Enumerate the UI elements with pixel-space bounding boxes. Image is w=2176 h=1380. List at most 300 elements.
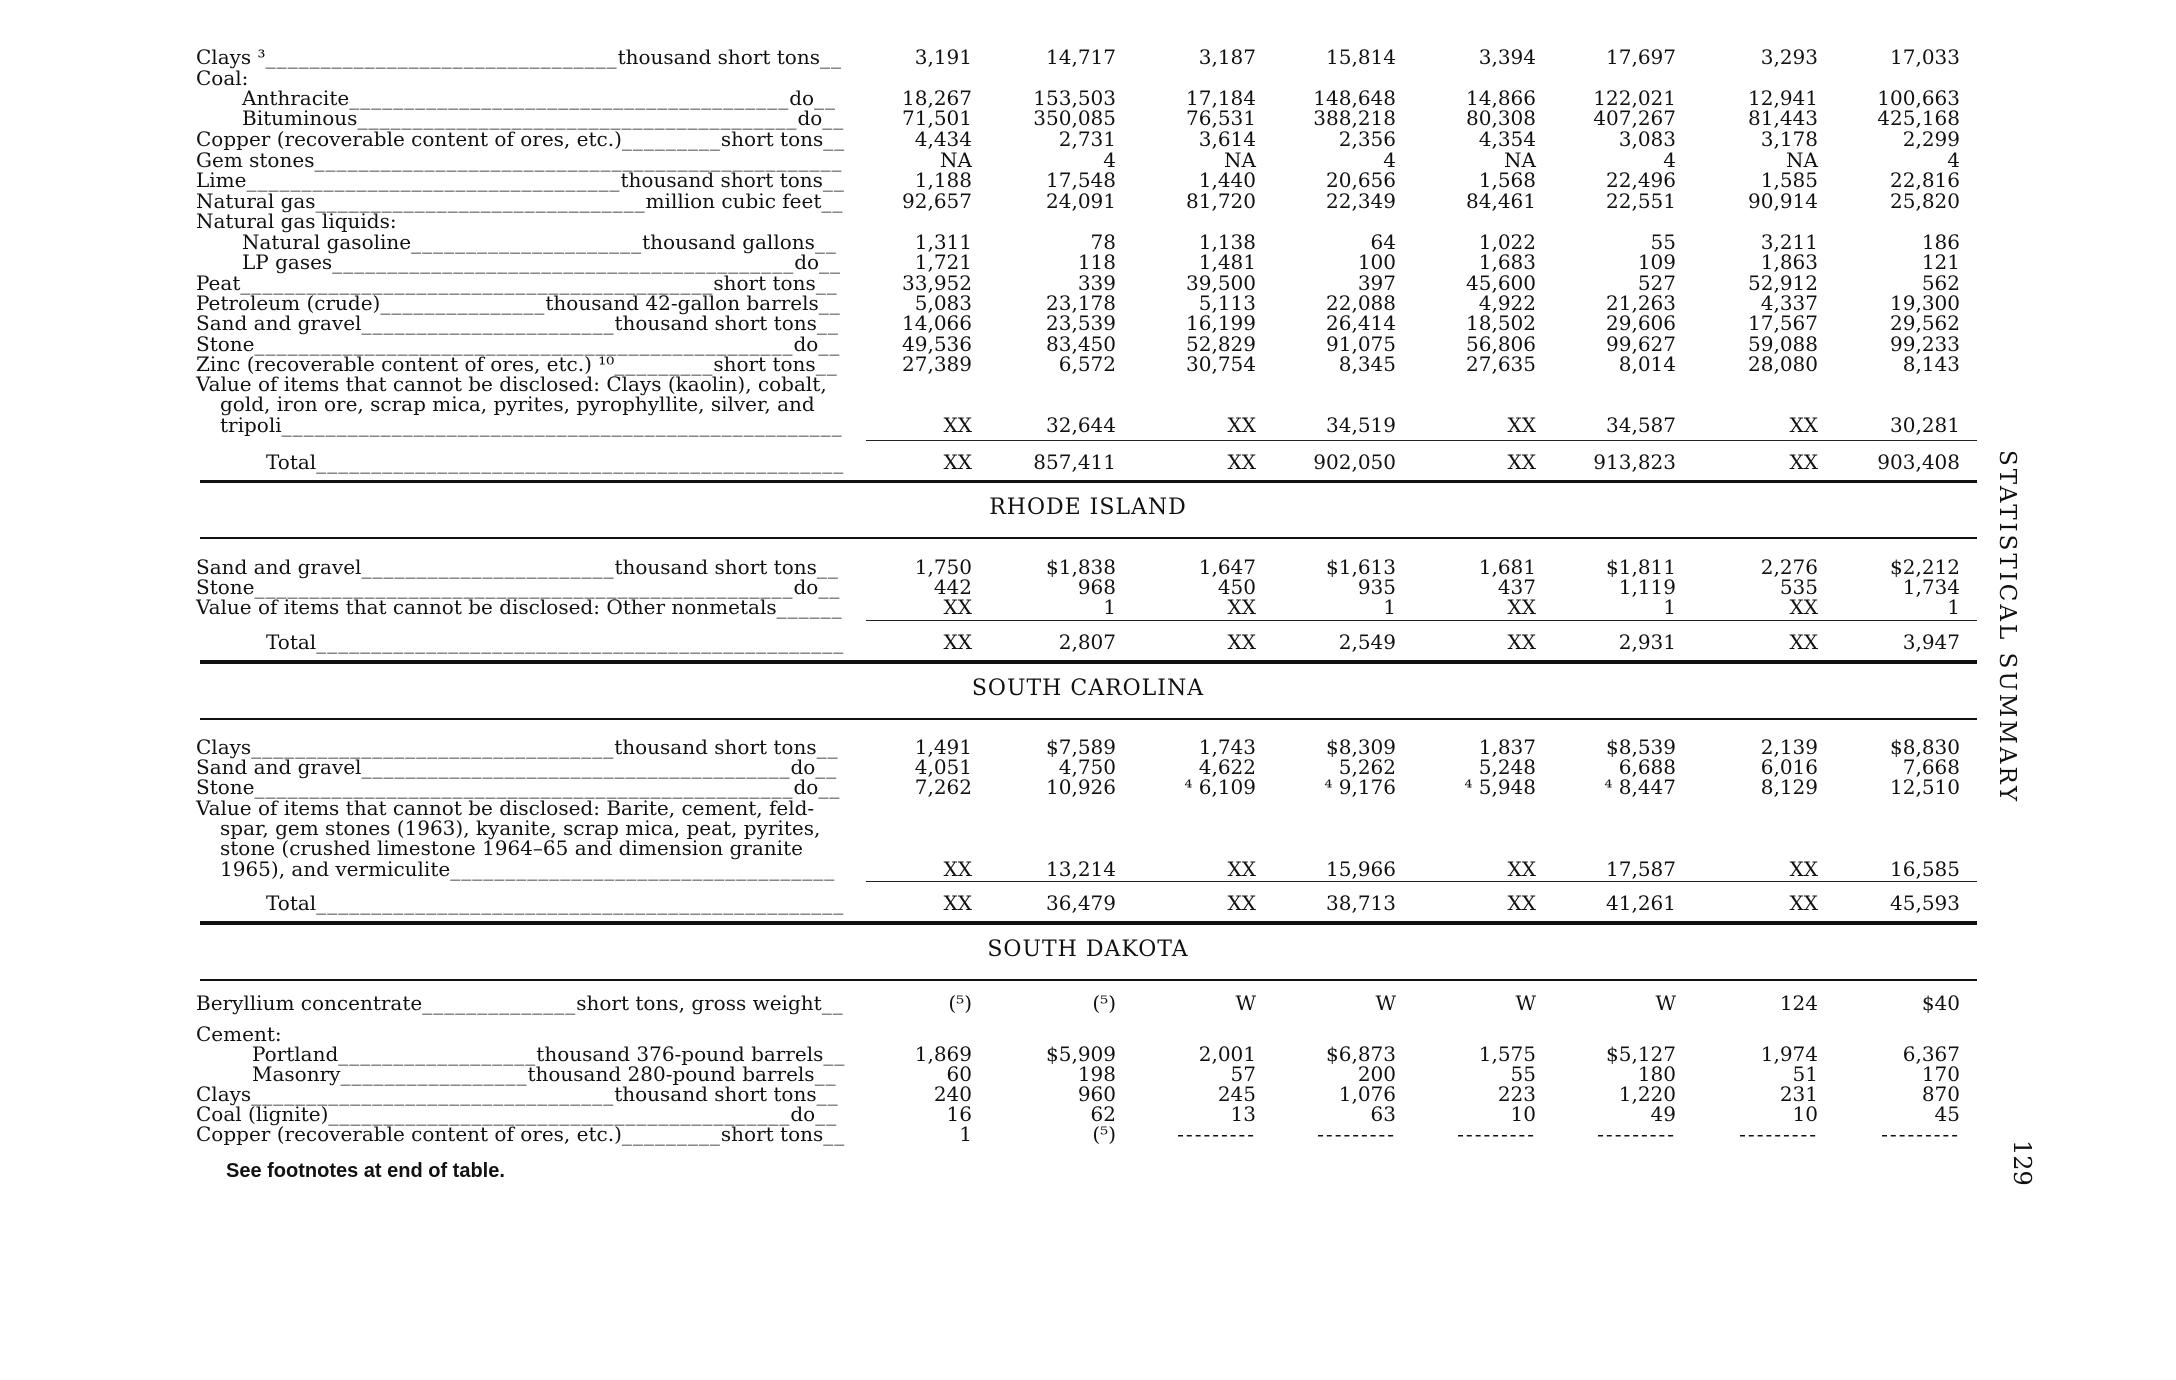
- cell-value: 22,551: [1606, 189, 1676, 213]
- cell-value: 10,926: [1046, 775, 1116, 799]
- leader-dots: _________________________________________________: [254, 575, 794, 599]
- total-label: [266, 452, 844, 473]
- leader-dots: __: [816, 1082, 839, 1106]
- cell-value: $5,127: [1606, 1042, 1676, 1066]
- row-unit: thousand gallons: [642, 230, 815, 254]
- cell-value: 55: [1510, 1062, 1536, 1086]
- total-value: XX: [1789, 891, 1818, 915]
- table-row: [0, 993, 2176, 1014]
- leader-dots: __: [815, 1102, 838, 1126]
- cell-value: 1,138: [1198, 230, 1256, 254]
- table-row: [0, 1124, 2176, 1145]
- cell-value: W: [1235, 991, 1256, 1015]
- cell-value: $8,539: [1606, 735, 1676, 759]
- row-label-text: Value of items that cannot be disclosed: Clays (kaolin), cobalt,: [196, 372, 827, 396]
- cell-value: 6,572: [1058, 352, 1116, 376]
- cell-value: NA: [940, 148, 972, 172]
- leader-dots: ________________________________________________: [316, 450, 845, 474]
- row-label-text: tripoli: [220, 413, 282, 437]
- leader-dots: __________________________________________: [328, 1102, 791, 1126]
- cell-value: 231: [1779, 1082, 1818, 1106]
- row-label-text: Gem stones: [196, 148, 315, 172]
- cell-value: ⁴ 6,109: [1184, 775, 1256, 799]
- row-label-text: Stone: [196, 575, 255, 599]
- table-row: [0, 394, 2176, 415]
- total-value: 41,261: [1606, 891, 1676, 915]
- row-label-text: Copper (recoverable content of ores, etc.): [196, 1122, 622, 1146]
- total-value: 2,807: [1058, 630, 1116, 654]
- row-label-text: Sand and gravel: [196, 555, 362, 579]
- row-unit: short tons: [720, 1122, 824, 1146]
- row-unit: do: [790, 755, 816, 779]
- cell-value: 535: [1779, 575, 1818, 599]
- cell-value: XX: [943, 857, 972, 881]
- cell-value: 15,814: [1326, 45, 1396, 69]
- row-label-text: Masonry: [252, 1062, 341, 1086]
- cell-value: 76,531: [1186, 106, 1256, 130]
- table-row: [0, 838, 2176, 859]
- page-number-text: 129: [2008, 1140, 2036, 1186]
- row-label-text: Value of items that cannot be disclosed: Barite, cement, feld-: [196, 796, 815, 820]
- row-unit: do: [793, 775, 819, 799]
- leader-dots: ___________________________________________: [240, 271, 714, 295]
- row-label: [196, 129, 845, 150]
- row-label-text: Clays: [196, 1082, 252, 1106]
- leader-dots: __: [814, 1062, 837, 1086]
- cell-value: 4: [1663, 148, 1676, 172]
- row-label-text: Anthracite: [242, 86, 350, 110]
- cell-value: $6,873: [1326, 1042, 1396, 1066]
- leader-dots: _________________________________: [450, 857, 814, 881]
- cell-value: 17,567: [1748, 311, 1818, 335]
- cell-value: 45,600: [1466, 271, 1536, 295]
- leader-dots: ______________________________: [315, 189, 646, 213]
- row-label-text: Value of items that cannot be disclosed: Other nonmetals: [196, 595, 777, 619]
- cell-value: 12,510: [1890, 775, 1960, 799]
- leader-dots: _______________________: [361, 555, 615, 579]
- cell-value: 4,434: [914, 127, 972, 151]
- cell-value: 17,184: [1186, 86, 1256, 110]
- leader-dots: _______________: [380, 291, 546, 315]
- cell-value: 1,119: [1618, 575, 1676, 599]
- cell-value: 4,922: [1478, 291, 1536, 315]
- cell-value: 3,083: [1618, 127, 1676, 151]
- cell-value: 1,440: [1198, 168, 1256, 192]
- cell-value: 1,585: [1760, 168, 1818, 192]
- leader-dots: __: [815, 352, 838, 376]
- cell-value: 388,218: [1313, 106, 1396, 130]
- cell-value: 81,443: [1748, 106, 1818, 130]
- cell-value: 2,356: [1338, 127, 1396, 151]
- total-value: 45,593: [1890, 891, 1960, 915]
- leader-dots: __: [813, 857, 836, 881]
- cell-value: 45: [1934, 1102, 1960, 1126]
- cell-value: 2,139: [1760, 735, 1818, 759]
- cell-value: 16,199: [1186, 311, 1256, 335]
- cell-value: XX: [1789, 595, 1818, 619]
- leader-dots: _______________________________________: [361, 755, 791, 779]
- cell-value: 99,233: [1890, 332, 1960, 356]
- leader-dots: __: [818, 775, 841, 799]
- leader-dots: __: [820, 595, 843, 619]
- cell-value: 1,076: [1338, 1082, 1396, 1106]
- cell-value: W: [1515, 991, 1536, 1015]
- section-rule: [200, 979, 1977, 981]
- row-label-text: Cement:: [196, 1022, 282, 1046]
- cell-value: 1,863: [1760, 250, 1818, 274]
- row-label: [196, 211, 397, 232]
- cell-value: XX: [1789, 857, 1818, 881]
- leader-dots: __: [822, 168, 845, 192]
- cell-value: 6,367: [1902, 1042, 1960, 1066]
- cell-value: 1,681: [1478, 555, 1536, 579]
- section-title: SOUTH DAKOTA: [987, 937, 1189, 962]
- cell-value: 19,300: [1890, 291, 1960, 315]
- cell-value: $1,613: [1326, 555, 1396, 579]
- total-rule: [866, 881, 1977, 882]
- total-row: [0, 632, 2176, 653]
- cell-value: 55: [1650, 230, 1676, 254]
- section-title: SOUTH CAROLINA: [971, 676, 1205, 701]
- total-value: 857,411: [1033, 450, 1116, 474]
- row-label-text: Clays ³: [196, 45, 266, 69]
- leader-dots: ____: [776, 595, 821, 619]
- cell-value: 180: [1637, 1062, 1676, 1086]
- total-value: XX: [1789, 630, 1818, 654]
- cell-value: 4: [1947, 148, 1960, 172]
- row-label-text: Stone: [196, 332, 255, 356]
- cell-value: 10: [1510, 1102, 1536, 1126]
- cell-value: ---------: [1881, 1122, 1960, 1146]
- cell-value: 935: [1357, 575, 1396, 599]
- cell-value: 22,349: [1326, 189, 1396, 213]
- cell-value: 1,750: [914, 555, 972, 579]
- leader-dots: _________________________________________________: [254, 775, 794, 799]
- cell-value: 8,014: [1618, 352, 1676, 376]
- cell-value: 339: [1077, 271, 1116, 295]
- cell-value: 17,697: [1606, 45, 1676, 69]
- cell-value: 425,168: [1877, 106, 1960, 130]
- cell-value: 6,016: [1760, 755, 1818, 779]
- row-unit: thousand short tons: [620, 168, 823, 192]
- leader-dots: __: [820, 45, 842, 69]
- cell-value: 2,276: [1760, 555, 1818, 579]
- cell-value: ⁴ 8,447: [1604, 775, 1676, 799]
- cell-value: XX: [1227, 857, 1256, 881]
- total-label-text: Total: [266, 630, 317, 654]
- cell-value: 99,627: [1606, 332, 1676, 356]
- cell-value: 1,491: [914, 735, 972, 759]
- cell-value: 2,299: [1902, 127, 1960, 151]
- leader-dots: __________________________________: [246, 168, 621, 192]
- total-rule: [866, 620, 1977, 621]
- row-unit: thousand short tons: [614, 555, 817, 579]
- cell-value: 1,647: [1198, 555, 1256, 579]
- section-rule: [200, 481, 1977, 483]
- total-row: [0, 893, 2176, 914]
- cell-value: 49: [1650, 1102, 1676, 1126]
- leader-dots: __: [816, 311, 839, 335]
- cell-value: 27,635: [1466, 352, 1536, 376]
- cell-value: 29,606: [1606, 311, 1676, 335]
- cell-value: 3,293: [1760, 45, 1818, 69]
- running-head-text: STATISTICAL SUMMARY: [1994, 450, 2020, 805]
- cell-value: 437: [1497, 575, 1536, 599]
- leader-dots: __: [821, 991, 844, 1015]
- row-label: [220, 859, 835, 880]
- cell-value: 4,622: [1198, 755, 1256, 779]
- cell-value: 27,389: [902, 352, 972, 376]
- cell-value: W: [1375, 991, 1396, 1015]
- row-unit: million cubic feet: [645, 189, 822, 213]
- table-row: [0, 211, 2176, 232]
- leader-dots: _________________________________: [251, 735, 615, 759]
- cell-value: 1,683: [1478, 250, 1536, 274]
- cell-value: 14,866: [1466, 86, 1536, 110]
- table-row: [0, 597, 2176, 618]
- cell-value: NA: [1224, 148, 1256, 172]
- cell-value: (⁵): [948, 991, 972, 1015]
- leader-dots: __: [818, 332, 841, 356]
- cell-value: 4,354: [1478, 127, 1536, 151]
- row-label: [196, 170, 845, 191]
- cell-value: 4: [1383, 148, 1396, 172]
- cell-value: 24,091: [1046, 189, 1116, 213]
- cell-value: $7,589: [1046, 735, 1116, 759]
- row-label-text: Natural gas liquids:: [196, 209, 397, 233]
- row-label-text: Portland: [252, 1042, 339, 1066]
- cell-value: 2,731: [1058, 127, 1116, 151]
- row-label: [196, 777, 840, 798]
- table-row: [0, 777, 2176, 798]
- cell-value: $1,838: [1046, 555, 1116, 579]
- section-rule: [200, 662, 1977, 664]
- cell-value: 10: [1792, 1102, 1818, 1126]
- cell-value: 2,001: [1198, 1042, 1256, 1066]
- row-unit: thousand short tons: [617, 45, 820, 69]
- leader-dots: ________________________________________: [349, 86, 790, 110]
- leader-dots: ________________________________________: [357, 106, 798, 130]
- cell-value: 968: [1077, 575, 1116, 599]
- cell-value: 4: [1103, 148, 1116, 172]
- leader-dots: _____________________: [411, 230, 643, 254]
- leader-dots: __: [816, 735, 839, 759]
- cell-value: 13: [1230, 1102, 1256, 1126]
- leader-dots: __: [816, 555, 839, 579]
- page-number: [2008, 1140, 2082, 1186]
- cell-value: 78: [1090, 230, 1116, 254]
- cell-value: 1,311: [914, 230, 972, 254]
- cell-value: 12,941: [1748, 86, 1818, 110]
- cell-value: 17,548: [1046, 168, 1116, 192]
- cell-value: $8,309: [1326, 735, 1396, 759]
- row-unit: thousand 42-gallon barrels: [545, 291, 819, 315]
- cell-value: 14,717: [1046, 45, 1116, 69]
- cell-value: 26,414: [1326, 311, 1396, 335]
- row-label-text: Clays: [196, 735, 252, 759]
- section-rule: [200, 923, 1977, 925]
- cell-value: 1: [1947, 595, 1960, 619]
- row-unit: short tons, gross weight: [576, 991, 822, 1015]
- total-row: [0, 452, 2176, 473]
- row-label-text: Beryllium concentrate: [196, 991, 423, 1015]
- total-value: 3,947: [1902, 630, 1960, 654]
- leader-dots: __: [822, 106, 845, 130]
- table-row: [0, 313, 2176, 334]
- cell-value: 5,248: [1478, 755, 1536, 779]
- cell-value: 22,496: [1606, 168, 1676, 192]
- cell-value: 52,912: [1748, 271, 1818, 295]
- row-unit: do: [793, 332, 819, 356]
- leader-dots: __: [815, 755, 838, 779]
- row-label-text: Bituminous: [242, 106, 358, 130]
- cell-value: 1,743: [1198, 735, 1256, 759]
- total-value: XX: [1227, 630, 1256, 654]
- leader-dots: __________________________________________: [332, 250, 795, 274]
- cell-value: 32,644: [1046, 413, 1116, 437]
- cell-value: 100: [1357, 250, 1396, 274]
- cell-value: 33,952: [902, 271, 972, 295]
- section-title: RHODE ISLAND: [989, 495, 1187, 520]
- row-label-text: Zinc (recoverable content of ores, etc.) ¹⁰: [196, 352, 615, 376]
- table-row: [0, 252, 2176, 273]
- row-label-text: Natural gasoline: [242, 230, 412, 254]
- cell-value: 22,088: [1326, 291, 1396, 315]
- cell-value: 3,211: [1760, 230, 1818, 254]
- cell-value: 84,461: [1466, 189, 1536, 213]
- total-value: XX: [1507, 630, 1536, 654]
- total-rule: [866, 440, 1977, 441]
- row-label: [196, 313, 839, 334]
- cell-value: 240: [933, 1082, 972, 1106]
- table-row: [0, 129, 2176, 150]
- total-value: 913,823: [1593, 450, 1676, 474]
- cell-value: 71,501: [902, 106, 972, 130]
- row-unit: short tons: [713, 352, 816, 376]
- row-unit: thousand short tons: [614, 735, 817, 759]
- cell-value: 562: [1921, 271, 1960, 295]
- cell-value: 350,085: [1033, 106, 1116, 130]
- cell-value: ---------: [1177, 1122, 1256, 1146]
- cell-value: 1: [959, 1122, 972, 1146]
- leader-dots: _________: [621, 1122, 721, 1146]
- cell-value: 34,587: [1606, 413, 1676, 437]
- cell-value: XX: [1507, 595, 1536, 619]
- row-label-text: stone (crushed limestone 1964–65 and dimension granite: [220, 836, 803, 860]
- leader-dots: _________________________________________________: [254, 332, 794, 356]
- cell-value: 15,966: [1326, 857, 1396, 881]
- total-label-text: Total: [266, 450, 317, 474]
- total-value: XX: [1789, 450, 1818, 474]
- cell-value: 223: [1497, 1082, 1536, 1106]
- cell-value: 1,575: [1478, 1042, 1536, 1066]
- total-value: XX: [1227, 891, 1256, 915]
- leader-dots: __: [823, 1042, 846, 1066]
- table-row: [0, 859, 2176, 880]
- cell-value: $1,811: [1606, 555, 1676, 579]
- cell-value: 5,113: [1198, 291, 1256, 315]
- cell-value: 527: [1637, 271, 1676, 295]
- cell-value: 52,829: [1186, 332, 1256, 356]
- cell-value: 870: [1921, 1082, 1960, 1106]
- row-unit: short tons: [713, 271, 816, 295]
- cell-value: 6,688: [1618, 755, 1676, 779]
- cell-value: 80,308: [1466, 106, 1536, 130]
- cell-value: 1,734: [1902, 575, 1960, 599]
- cell-value: 20,656: [1326, 168, 1396, 192]
- cell-value: 1,974: [1760, 1042, 1818, 1066]
- cell-value: 25,820: [1890, 189, 1960, 213]
- cell-value: 81,720: [1186, 189, 1256, 213]
- total-label: [266, 893, 844, 914]
- row-label-text: Peat: [196, 271, 241, 295]
- cell-value: 16,585: [1890, 857, 1960, 881]
- cell-value: XX: [1789, 413, 1818, 437]
- cell-value: 51: [1792, 1062, 1818, 1086]
- leader-dots: _______________________: [361, 311, 615, 335]
- cell-value: XX: [943, 595, 972, 619]
- cell-value: 63: [1370, 1102, 1396, 1126]
- cell-value: 100,663: [1877, 86, 1960, 110]
- cell-value: NA: [1504, 148, 1536, 172]
- row-label-text: Stone: [196, 775, 255, 799]
- cell-value: $5,909: [1046, 1042, 1116, 1066]
- cell-value: 3,394: [1478, 45, 1536, 69]
- cell-value: 18,267: [902, 86, 972, 110]
- cell-value: (⁵): [1092, 991, 1116, 1015]
- cell-value: 91,075: [1326, 332, 1396, 356]
- row-label-text: Petroleum (crude): [196, 291, 381, 315]
- row-label: [220, 394, 815, 415]
- row-label: [220, 415, 843, 436]
- leader-dots: ________________________________________________: [316, 891, 845, 915]
- cell-value: 62: [1090, 1102, 1116, 1126]
- row-label: [242, 108, 844, 129]
- cell-value: 186: [1921, 230, 1960, 254]
- row-label-text: spar, gem stones (1963), kyanite, scrap mica, peat, pyrites,: [220, 816, 821, 840]
- leader-dots: __________________: [338, 1042, 537, 1066]
- total-value: 38,713: [1326, 891, 1396, 915]
- cell-value: 7,668: [1902, 755, 1960, 779]
- row-label-text: LP gases: [242, 250, 333, 274]
- cell-value: 18,502: [1466, 311, 1536, 335]
- cell-value: ---------: [1739, 1122, 1818, 1146]
- row-unit: do: [790, 1102, 816, 1126]
- cell-value: 83,450: [1046, 332, 1116, 356]
- cell-value: 1: [1663, 595, 1676, 619]
- cell-value: 5,262: [1338, 755, 1396, 779]
- total-value: 36,479: [1046, 891, 1116, 915]
- row-unit: do: [797, 106, 823, 130]
- cell-value: 90,914: [1748, 189, 1818, 213]
- cell-value: 1,481: [1198, 250, 1256, 274]
- table-row: [0, 170, 2176, 191]
- cell-value: 92,657: [902, 189, 972, 213]
- row-label-text: Natural gas: [196, 189, 316, 213]
- cell-value: 1,220: [1618, 1082, 1676, 1106]
- cell-value: 8,129: [1760, 775, 1818, 799]
- cell-value: $40: [1921, 991, 1960, 1015]
- cell-value: ⁴ 5,948: [1464, 775, 1536, 799]
- leader-dots: _________________: [340, 1062, 528, 1086]
- cell-value: 4,750: [1058, 755, 1116, 779]
- row-label-text: Coal:: [196, 66, 249, 90]
- cell-value: 148,648: [1313, 86, 1396, 110]
- cell-value: 30,754: [1186, 352, 1256, 376]
- cell-value: 8,345: [1338, 352, 1396, 376]
- cell-value: 1,869: [914, 1042, 972, 1066]
- total-value: 902,050: [1313, 450, 1396, 474]
